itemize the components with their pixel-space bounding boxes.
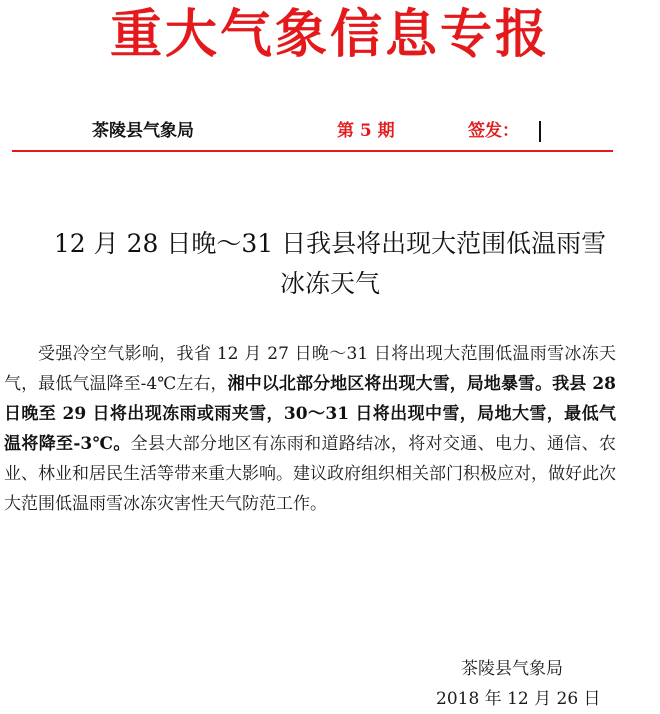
headline: [0, 224, 660, 304]
text-cursor: [539, 121, 541, 142]
header-divider: [12, 150, 613, 152]
headline-line-2: 冰冻天气: [279, 269, 380, 298]
headline-line-1: 12 月 28 日晚～31 日我县将出现大范围低温雨雪: [53, 229, 607, 258]
issue-number: 第 5 期: [337, 121, 395, 141]
report-masthead-title: 重大气象信息专报: [109, 4, 550, 65]
body-text-part-3: 全县大部分地区有冻雨和道路结冰，将对交通、电力、通信、农业、林业和居民生活等带来重大影响。建议政府组织相关部门积极应对，做好此次大范围低温雨雪冰冻灾害性天气防范工作。: [4, 434, 616, 514]
signer-label: 签发：: [468, 121, 519, 141]
issuer-name: 茶陵县气象局: [92, 121, 194, 141]
body-text-emphasis: 湘中以北部分地区将出现大雪，局地暴雪。我县 28 日晚至 29 日将出现冻雨或雨夹雪，30～31 日将出现中雪，局地大雪，最低气温将降至-3℃。: [4, 374, 617, 454]
body-paragraph: [4, 339, 616, 519]
signature-date: 2018 年 12 月 26 日: [436, 689, 601, 709]
body-text-part-1: 受强冷空气影响，我省 12 月 27 日晚～31 日将出现大范围低温雨雪冰冻天气，最低气温降至-4℃左右，: [4, 344, 616, 394]
signature-organization: 茶陵县气象局: [461, 659, 563, 679]
